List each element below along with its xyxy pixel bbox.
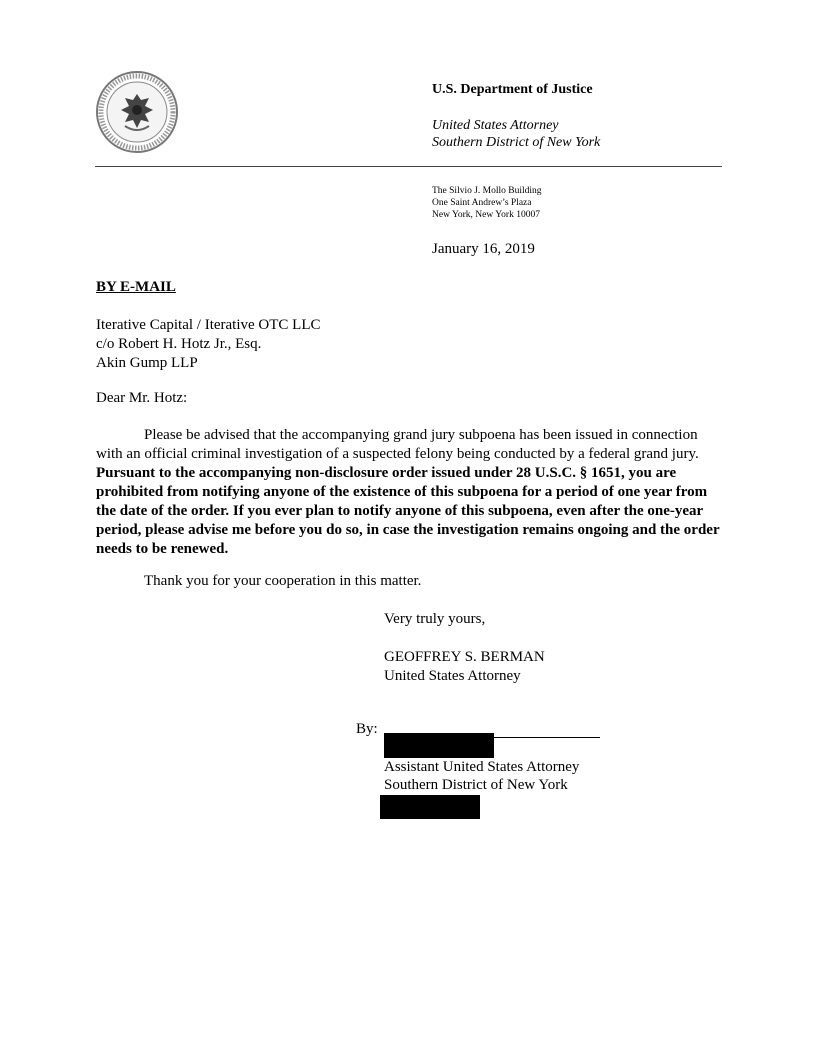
closing-block: [384, 610, 545, 686]
address-line-2: One Saint Andrew’s Plaza: [432, 198, 532, 208]
office-name: [432, 117, 600, 151]
salutation: Dear Mr. Hotz:: [96, 390, 188, 406]
recipient-block: [96, 316, 321, 373]
redaction-box: [380, 795, 480, 819]
by-label: By:: [356, 721, 378, 737]
signer-block: [384, 758, 579, 794]
thanks-text: Thank you for your cooperation in this matter.: [144, 573, 422, 589]
body-paragraph: [96, 426, 726, 559]
office-line-2: Southern District of New York: [432, 135, 601, 150]
body-plain-text: Please be advised that the accompanying grand jury subpoena has been issued in connection with an official criminal investigation of a suspected felony being conducted by a federal grand jury.: [96, 427, 699, 462]
office-address: [432, 185, 542, 221]
recipient-line-1: Iterative Capital / Iterative OTC LLC: [96, 317, 321, 333]
recipient-line-2: c/o Robert H. Hotz Jr., Esq.: [96, 336, 262, 352]
header-rule: [95, 166, 722, 167]
thanks-paragraph: [96, 573, 421, 590]
signer-title: Assistant United States Attorney: [384, 759, 580, 775]
address-line-1: The Silvio J. Mollo Building: [432, 186, 542, 196]
office-line-1: United States Attorney: [432, 118, 559, 133]
department-name: U.S. Department of Justice: [432, 82, 593, 97]
signatory-title: United States Attorney: [384, 668, 521, 684]
body-bold-text: Pursuant to the accompanying non-disclosure order issued under 28 U.S.C. § 1651, you are prohibited from notifying anyone of the existence of this subpoena for a period of one year from the date of the order. If you ever plan to notify anyone of this subpoena, even after the one-year period, please advise me before you do so, in case the investigation remains ongoing and the order needs to be renewed.: [96, 465, 720, 557]
signatory-name: GEOFFREY S. BERMAN: [384, 649, 545, 665]
letter-date: January 16, 2019: [432, 241, 535, 257]
signer-office: Southern District of New York: [384, 777, 568, 793]
doj-seal-icon: [95, 70, 179, 154]
redaction-box: [384, 733, 494, 758]
valediction: Very truly yours,: [384, 611, 486, 627]
address-line-3: New York, New York 10007: [432, 210, 540, 220]
recipient-line-3: Akin Gump LLP: [96, 355, 198, 371]
delivery-method: BY E-MAIL: [96, 279, 176, 295]
